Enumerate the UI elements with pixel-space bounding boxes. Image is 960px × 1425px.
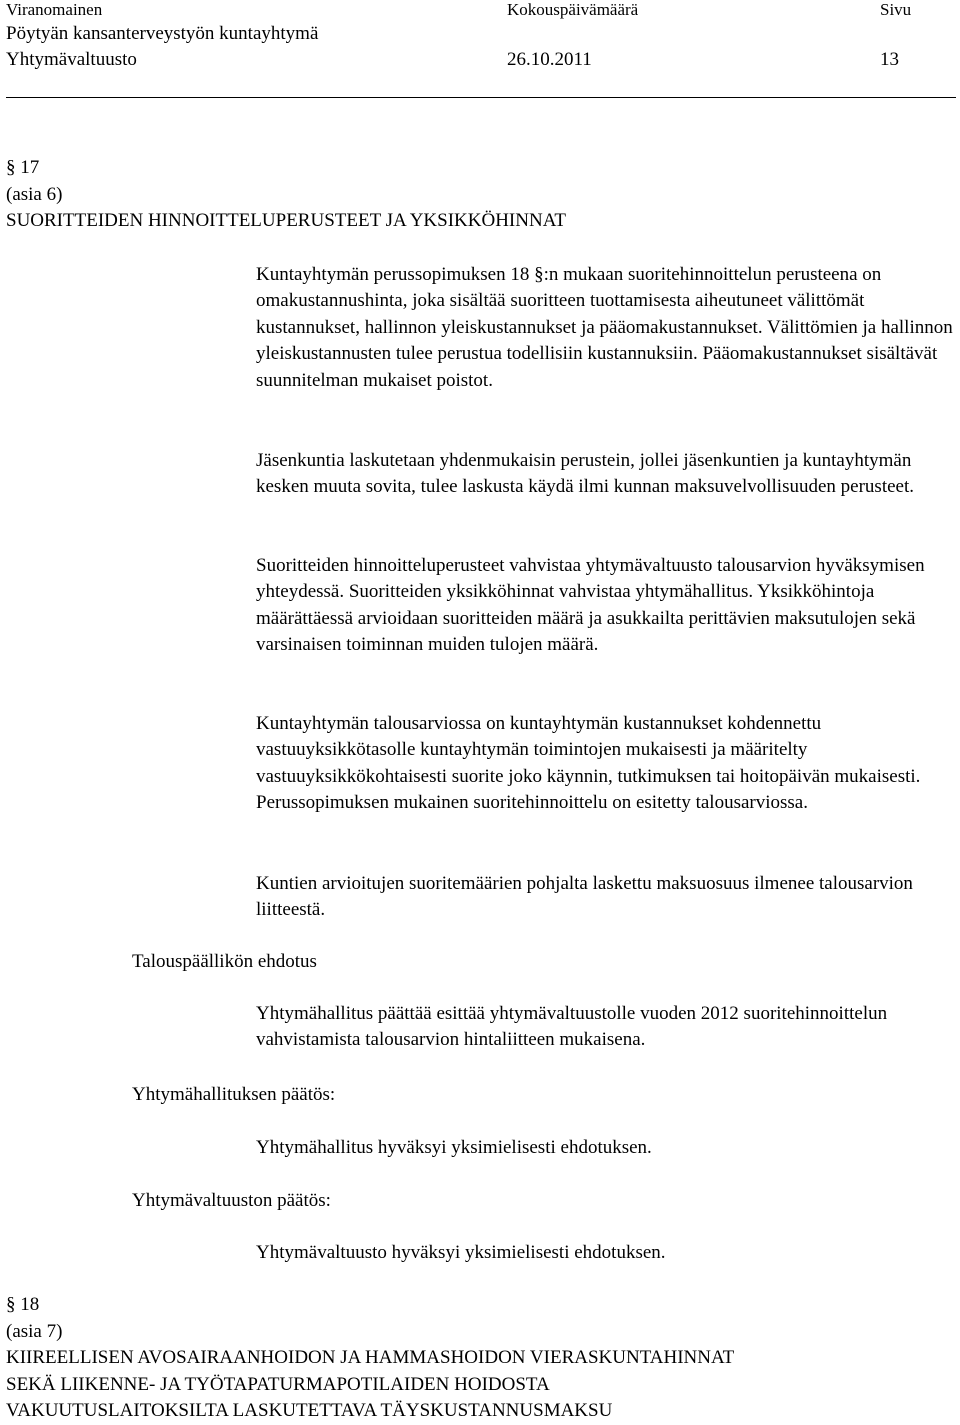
- section-18-number: [6, 1292, 734, 1319]
- section-17-heading: [6, 155, 566, 235]
- header-meeting-date-label: Kokouspäivämäärä: [507, 0, 639, 19]
- board-decision-label: Yhtymähallituksen päätös:: [132, 1084, 336, 1105]
- council-decision-text: Yhtymävaltuusto hyväksyi yksimielisesti ehdotuksen.: [256, 1242, 666, 1263]
- section-17-number-value: 17: [20, 157, 40, 178]
- section-17-symbol: §: [6, 157, 16, 178]
- header-meeting-date: 26.10.2011: [507, 49, 592, 70]
- section-18-heading: [6, 1292, 734, 1425]
- section-18-title-line-3: VAKUUTUSLAITOKSILTA LASKUTETTAVA TÄYSKUSTANNUSMAKSU: [6, 1400, 613, 1421]
- section-17-number: [6, 155, 566, 182]
- section-18-title-line-1: KIIREELLISEN AVOSAIRAANHOIDON JA HAMMASHOIDON VIERASKUNTAHINNAT: [6, 1347, 735, 1368]
- header-divider: [6, 97, 956, 98]
- section-17-title: SUORITTEIDEN HINNOITTELUPERUSTEET JA YKSIKKÖHINNAT: [6, 210, 566, 231]
- section-17-paragraph-5: Kuntien arvioitujen suoritemäärien pohjalta laskettu maksuosuus ilmenee talousarvion liitteestä.: [256, 873, 913, 921]
- header-authority-label: Viranomainen: [6, 0, 103, 19]
- section-17-paragraph-4: Kuntayhtymän talousarviossa on kuntayhtymän kustannukset kohdennettu vastuuyksikkötasolle kuntayhtymän toimintojen mukaisesti ja määritelty vastuuyksikkökohtaisesti suorite joko käynnin, tutkimuksen tai hoitopäivän mukaisesti. Perussopimuksen mukainen suoritehinnoittelu on esitetty talousarviossa.: [256, 713, 921, 814]
- section-18-symbol: §: [6, 1294, 16, 1315]
- section-17-agenda: (asia 6): [6, 183, 63, 205]
- section-18-title-line-2: SEKÄ LIIKENNE- JA TYÖTAPATURMAPOTILAIDEN HOIDOSTA: [6, 1373, 550, 1395]
- section-17-paragraph-2: Jäsenkuntia laskutetaan yhdenmukaisin perustein, jollei jäsenkuntien ja kuntayhtymän kesken muuta sovita, tulee laskusta käydä ilmi kunnan maksuvelvollisuuden perusteet.: [256, 450, 914, 498]
- header-body-name: Yhtymävaltuusto: [6, 49, 137, 70]
- section-17-paragraph-3: Suoritteiden hinnoitteluperusteet vahvistaa yhtymävaltuusto talousarvion hyväksymisen yhteydessä. Suoritteiden yksikköhinnat vahvistaa yhtymähallitus. Yksikköhintoja määrättäessä arvioidaan suoritteiden määrä ja asukkailta perittävien maksutulojen sekä varsinaisen toiminnan muiden tulojen määrä.: [256, 555, 925, 656]
- header-page-label: Sivu: [880, 0, 912, 19]
- header-page-number: 13: [880, 49, 899, 70]
- council-decision-label: Yhtymävaltuuston päätös:: [132, 1190, 331, 1211]
- board-decision-text: Yhtymähallitus hyväksyi yksimielisesti ehdotuksen.: [256, 1137, 652, 1158]
- header-authority-name: Pöytyän kansanterveystyön kuntayhtymä: [6, 23, 319, 44]
- proposal-text: Yhtymähallitus päättää esittää yhtymävaltuustolle vuoden 2012 suoritehinnoittelun vahvistamista talousarvion hintaliitteen mukaisena.: [256, 1003, 888, 1051]
- section-18-number-value: 18: [20, 1294, 40, 1315]
- section-18-agenda: (asia 7): [6, 1320, 63, 1342]
- proposal-label: Talouspäällikön ehdotus: [132, 951, 317, 972]
- section-17-paragraph-1: Kuntayhtymän perussopimuksen 18 §:n mukaan suoritehinnoittelun perusteena on omakustannushinta, joka sisältää suoritteen tuottamisesta aiheutuneet välittömät kustannukset, hallinnon yleiskustannukset ja pääomakustannukset. Välittömien ja hallinnon yleiskustannusten tulee perustua todellisiin kustannuksiin. Pääomakustannukset sisältävät suunnitelman mukaiset poistot.: [256, 264, 953, 391]
